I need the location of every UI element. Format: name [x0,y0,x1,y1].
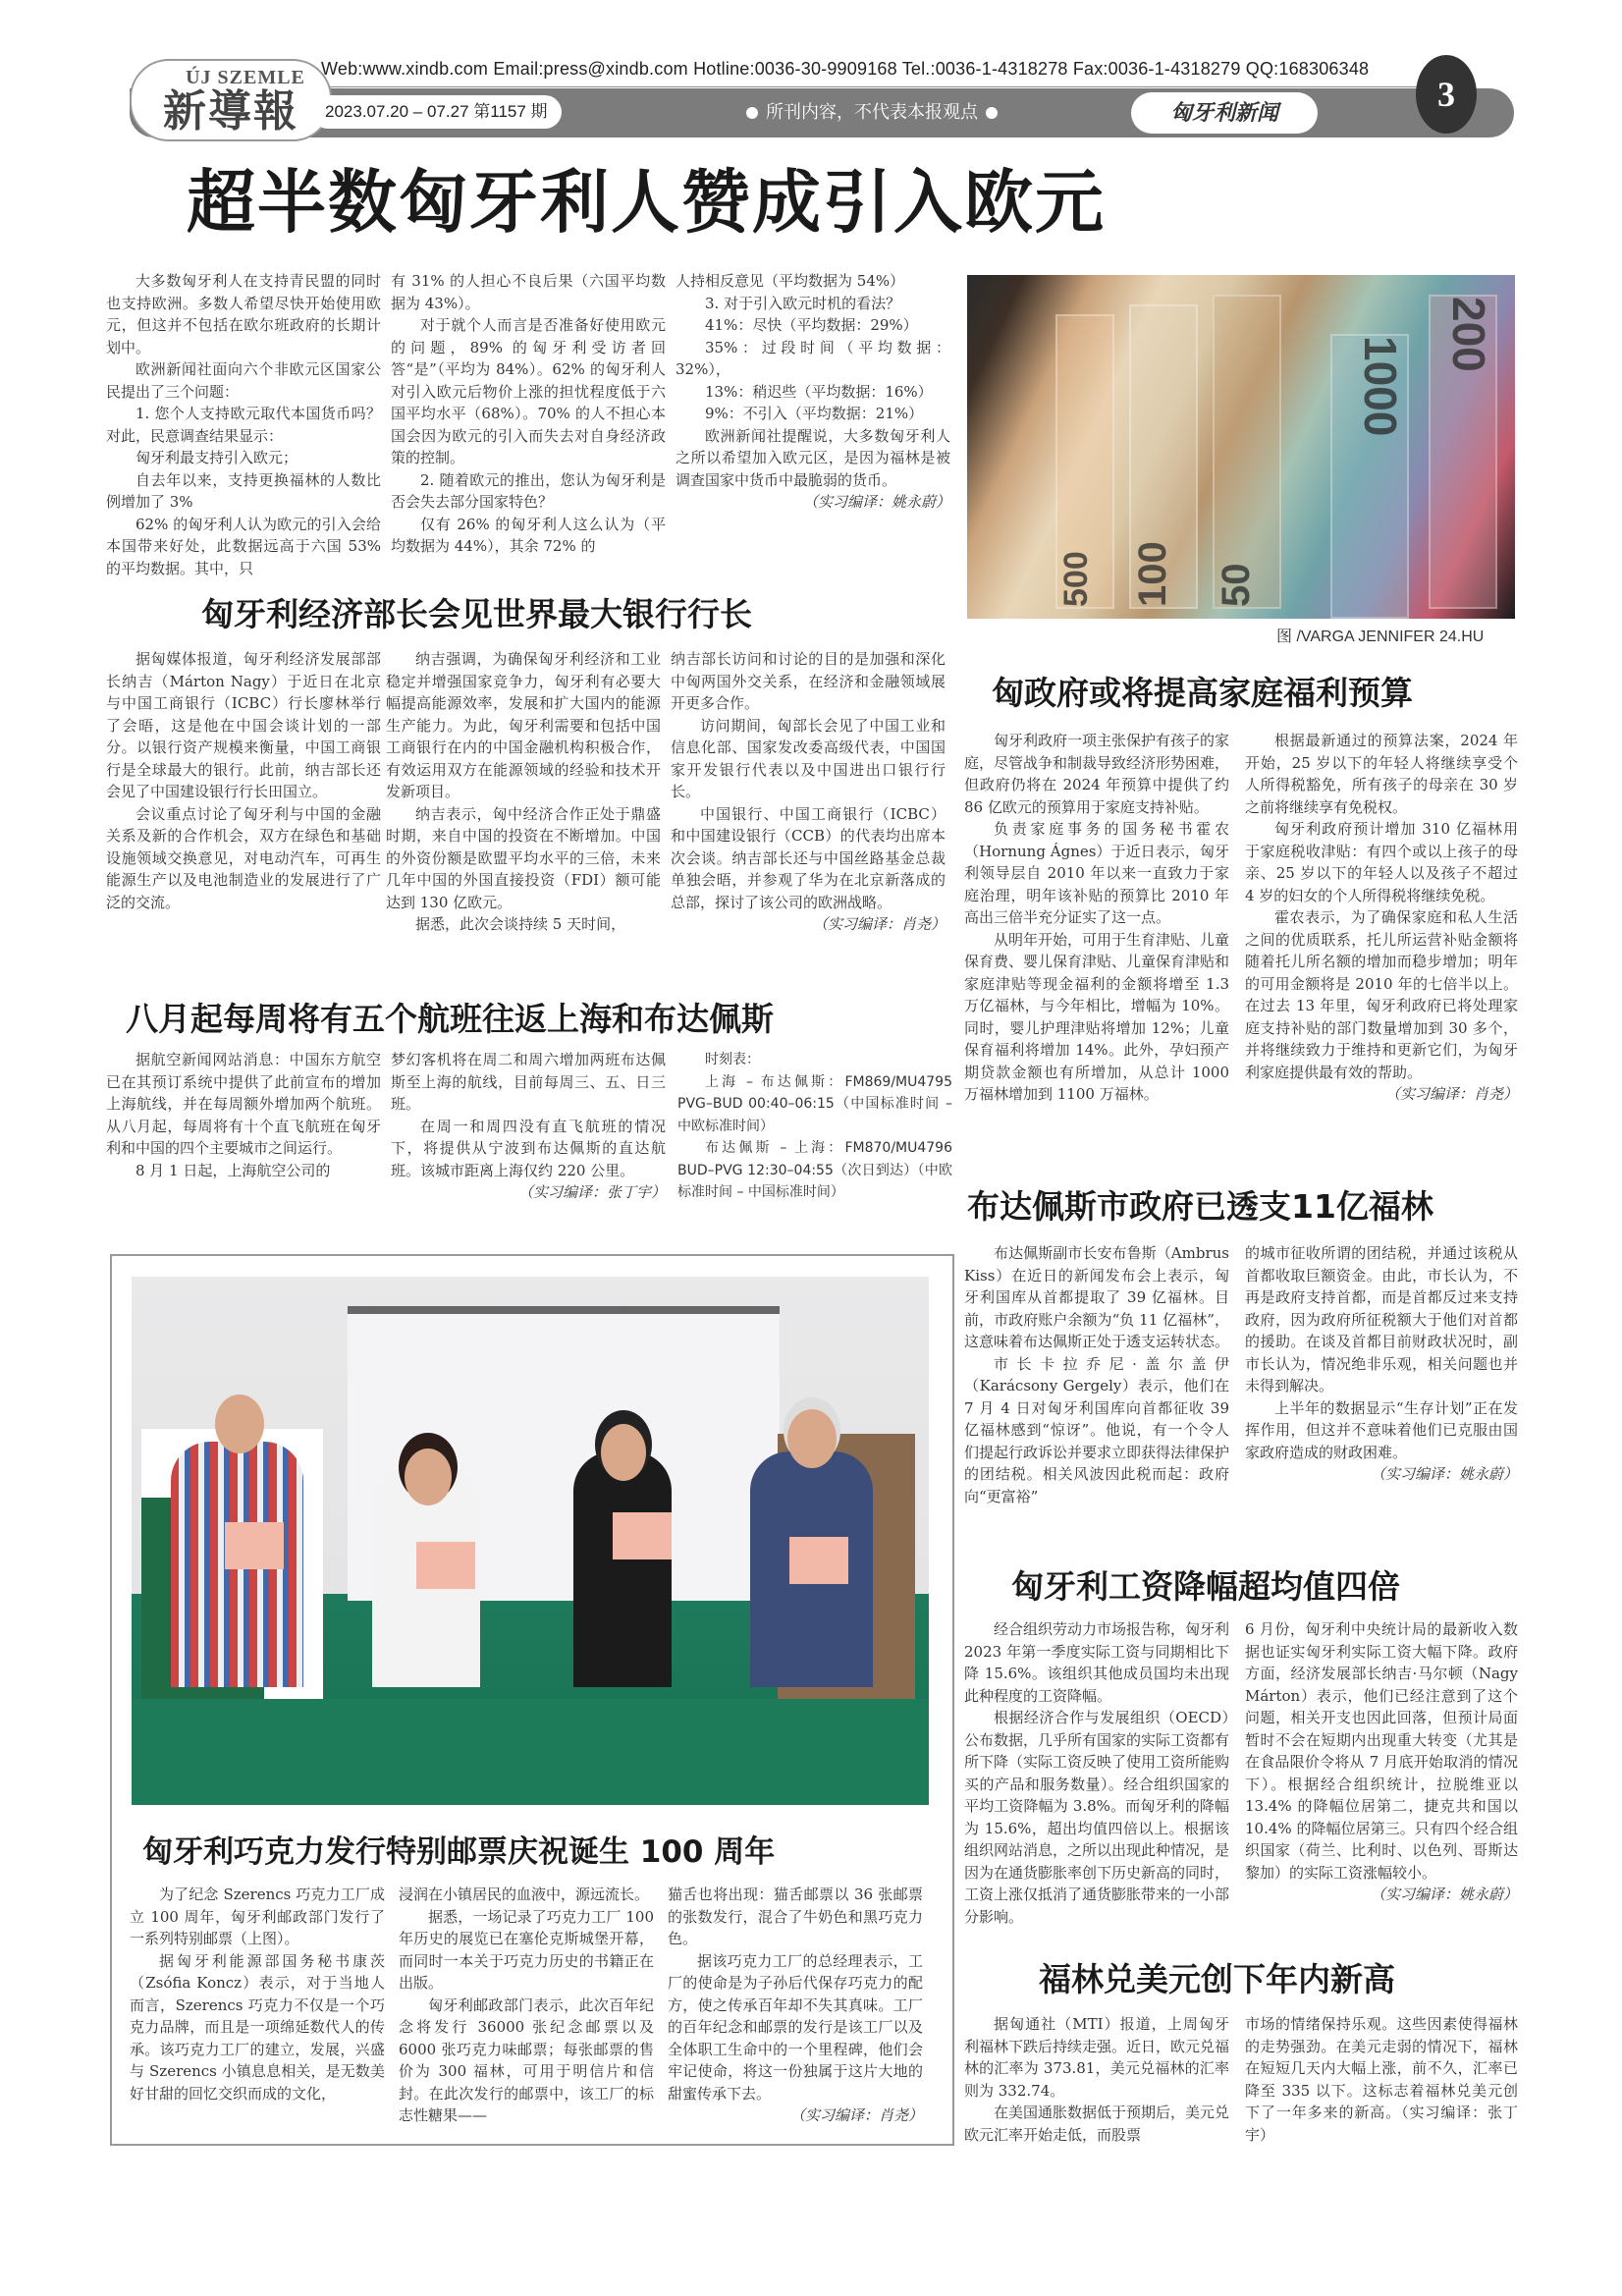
paragraph: 匈牙利最支持引入欧元； [135,449,298,466]
budapest-headline: 布达佩斯市政府已透支11亿福林 [967,1187,1433,1226]
paragraph: 中国银行、中国工商银行（ICBC）和中国建设银行（CCB）的代表均出席本次会谈。纳吉部长还与中国丝路基金总裁单独会晤，并参观了华为在北京新落成的总部，探讨了该公司的欧洲战略。 [671,804,946,911]
paragraph: 从明年开始，可用于生育津贴、儿童保育费、婴儿保育津贴、儿童保育津贴和家庭津贴等现金福利的金额将增至 1.3 万亿福林，与今年相比，增幅为 10%。同时，婴儿护理津贴将增加 12%；儿童保育福利将增加 14%。此外，孕妇预产期贷款金额也有所增加，从总计 1000 万福林增加到 1100 万福林。 [964,930,1230,1103]
paragraph: 纳吉表示，匈中经济合作正处于鼎盛时期，来自中国的投资在不断增加。中国的外资份额是欧盟平均水平的三倍，未来几年中国的外国直接投资（FDI）额可能达到 130 亿欧元。 [386,804,661,911]
paragraph: 为了纪念 Szerencs 巧克力工厂成立 100 周年，匈牙利邮政部门发行了一系列特别邮票（上图）。 [130,1886,385,1947]
family-article-col-1 [964,730,1229,1106]
paragraph: 41%：尽快（平均数据：29%） [705,316,918,334]
banknote: 500 [1055,314,1114,609]
paragraph: 梦幻客机将在周二和周六增加两班布达佩斯至上海的航线，目前每周三、五、日三班。 [391,1051,666,1113]
forint-headline: 福林兑美元创下年内新高 [1039,1960,1395,1998]
chocolate-article-col-3 [668,1884,923,2127]
disclaimer [738,98,1005,124]
photo-credit: 图 /VARGA JENNIFER 24.HU [1276,629,1485,645]
paragraph: 上半年的数据显示“生存计划”正在发挥作用，但这并不意味着他们已克服由国家政府造成的财政困难。 [1245,1398,1518,1461]
person-1-head [215,1394,264,1453]
paragraph: 6 月份，匈牙利中央统计局的最新收入数据也证实匈牙利实际工资大幅下降。政府方面，经济发展部长纳吉·马尔顿（Nagy Márton）表示，他们已经注意到了这个问题，相关开支也因此回落，但预计局面暂时不会在短期内出现重大转变（尤其是在食品限价令将从 7 月底开始取消的情况下）。根据经合组织统计，拉脱维亚以 13.4% 的降幅位居第二，捷克共和国以 10.4% 的降幅位居第三。只有四个经合组织国家（荷兰、比利时、以色列、哥斯达黎加）的实际工资涨幅较小。 [1245,1620,1518,1882]
paragraph: 2. 随着欧元的推出，您认为匈牙利是否会失去部分国家特色？ [391,470,666,511]
paragraph: 访问期间，匈部长会见了中国工业和信息化部、国家发改委高级代表，中国国家开发银行代表以及中国进出口银行行长。 [671,716,946,800]
paragraph: 市场的情绪保持乐观。这些因素使得福林的走势强劲。在美元走弱的情况下，福林在短短几天内大幅上涨，前不久，汇率已降至 335 以下。这标志着福林兑美元创下了一年多来的新高。（实习编译：张丁宇） [1245,2015,1518,2144]
contact-info: Web:www.xindb.com Email:press@xindb.com Hotline:0036-30-9909168 Tel.:0036-1-4318278 Fax:0036-1-4318279 QQ:168306348 [321,59,1370,79]
icbc-article-col-1 [106,648,381,913]
green-table [132,1699,929,1805]
paragraph: 纳吉部长访问和讨论的目的是加强和深化中匈两国外交关系，在经济和金融领域展开更多合作。 [671,650,946,712]
flights-headline: 八月起每周将有五个航班往返上海和布达佩斯 [126,1000,774,1038]
banknote: 50 [1213,295,1281,609]
schedule-entry: 布达佩斯 – 上海：FM870/MU4796 BUD–PVG 12:30–04:55（次日到达）（中欧标准时间 – 中国标准时间） [677,1140,952,1200]
paragraph: 根据经济合作与发展组织（OECD）公布数据，几乎所有国家的实际工资都有所下降（实际工资反映了使用工资所能购买的产品和服务数量）。经合组织国家的平均工资降幅为 3.8%。而匈牙利的降幅为 15.6%，超出均值四倍以上。根据该组织网站消息，之所以出现此种情况，是因为在通货膨胀率创下历史新高的同时，工资上涨仅抵消了通货膨胀带来的一小部分影响。 [964,1709,1230,1926]
paragraph: 据悉，一场记录了巧克力工厂 100 年历史的展览已在塞伦克斯城堡开幕，而同时一本关于巧克力历史的书籍正在出版。 [399,1907,654,1992]
stamp-folder [613,1512,672,1559]
family-article-col-2 [1245,730,1518,1106]
paragraph: 欧洲新闻社面向六个非欧元区国家公民提出了三个问题： [106,360,381,401]
person-3-head [601,1424,646,1481]
wages-article-col-2 [1245,1618,1518,1906]
paragraph: 匈牙利政府一项主张保护有孩子的家庭，尽管战争和制裁导致经济形势困难，但政府仍将在 2024 年预算中提供了约 86 亿欧元的预算用于家庭支持补贴。 [964,732,1230,816]
banknotes-photo [967,275,1515,619]
paragraph: 浸润在小镇居民的血液中，源远流长。 [399,1886,650,1903]
stamp-folder [789,1537,848,1584]
paragraph: 据匈牙利能源部国务秘书康茨（Zsófia Koncz）表示，对于当地人而言，Szerencs 巧克力不仅是一个巧克力品牌，而且是一项绵延数代人的传承。该巧克力工厂的建立，发展，兴盛与 Szerencs 小镇息息相关，是无数美好甘甜的回忆交织而成的文化， [130,1951,385,2103]
paragraph: 在周一和周四没有直飞航班的情况下，将提供从宁波到布达佩斯的直达航班。该城市距离上海仅约 220 公里。 [391,1117,666,1179]
schedule-title: 时刻表： [705,1052,760,1067]
logo-latin-name: ÚJ SZEMLE [186,66,305,88]
family-headline: 匈政府或将提高家庭福利预算 [992,674,1413,712]
section-label: 匈牙利新闻 [1131,92,1318,134]
newspaper-logo [130,59,332,141]
bullet-dot-icon [746,107,758,119]
chocolate-headline: 匈牙利巧克力发行特别邮票庆祝诞生 100 周年 [142,1834,776,1870]
paragraph: 会议重点讨论了匈牙利与中国的金融关系及新的合作机会，双方在绿色和基础设施领域交换意见，对电动汽车，可再生能源生产以及电池制造业的发展进行了广泛的交流。 [106,804,381,911]
paragraph: 猫舌也将出现：猫舌邮票以 36 张邮票的张数发行，混合了牛奶色和黑巧克力色。 [668,1886,923,1947]
paragraph: 8 月 1 日起，上海航空公司的 [135,1161,331,1179]
budapest-article-col-1 [964,1242,1229,1507]
paragraph: 1. 您个人支持欧元取代本国货币吗？对此，民意调查结果显示： [106,405,381,445]
paragraph: 的城市征收所谓的团结税，并通过该税从首都收取巨额资金。由此，市长认为，不再是政府支持首都，而是首都反过来支持政府，因为政府所征税额大于他们对首都的援助。在谈及首都目前财政状况时，副市长认为，情况绝非乐观，相关问题也并未得到解决。 [1245,1244,1518,1394]
paragraph: 自去年以来，支持更换福林的人数比例增加了 3% [106,470,381,511]
euro-article-col-3 [676,270,950,514]
forint-article-col-1 [964,2013,1229,2146]
euro-article-col-2 [391,270,666,558]
paragraph: 纳吉强调，为确保匈牙利经济和工业稳定并增强国家竞争力，匈牙利有必要大幅提高能源效率，发展和扩大国内的能源生产能力。为此，匈牙利需要和包括中国工商银行在内的中国金融机构积极合作，有效运用双方在能源领域的经验和技术开发新项目。 [386,650,661,800]
paragraph: 霍农表示，为了确保家庭和私人生活之间的优质联系，托儿所运营补贴金额将随着托儿所名额的增加而稳步增加；明年的可用金额将是 2010 年的七倍半以上。在过去 13 年里，匈牙利政府已将处理家庭支持补贴的部门数量增加到 30 多个，并将继续致力于维持和更新它们，为匈牙利家庭提供最有效的帮助。 [1245,908,1518,1081]
flights-article-col-1 [106,1049,381,1181]
paragraph: 布达佩斯副市长安布鲁斯（Ambrus Kiss）在近日的新闻发布会上表示，匈牙利国库从首都提取了 39 亿福林。目前，市政府账户余额为“负 11 亿福林”，这意味着布达佩斯正处于透支运转状态。 [964,1244,1230,1350]
paragraph: 匈牙利政府预计增加 310 亿福林用于家庭税收津贴：有四个或以上孩子的母亲、25 岁以下的年轻人以及孩子不超过 4 岁的妇女的个人所得税将继续免税。 [1245,820,1518,904]
issue-date: 2023.07.20 – 07.27 第1157 期 [311,95,562,129]
translator-credit: （实习编译：肖尧） [1384,1085,1518,1103]
person-4-head [787,1409,837,1468]
translator-credit: （实习编译：肖尧） [812,915,946,933]
chocolate-article-col-1 [130,1884,385,2105]
stamp-launch-photo [132,1277,929,1805]
schedule-entry: 上海 – 布达佩斯：FM869/MU4795 PVG–BUD 00:40–06:15（中国标准时间 – 中欧标准时间） [677,1073,952,1134]
person-3 [573,1451,672,1687]
paragraph: 3. 对于引入欧元时机的看法？ [705,294,901,312]
paragraph: 有 31% 的人担心不良后果（六国平均数据为 43%）。 [391,272,666,312]
paragraph: 对于就个人而言是否准备好使用欧元的问题，89% 的匈牙利受访者回答“是”（平均为 84%）。62% 的匈牙利人对引入欧元后物价上涨的担忧程度低于六国平均水平（68%）。70% 的人不担心本国会因为欧元的引入而失去对自身经济政策的控制。 [391,316,666,466]
masthead-divider [208,86,1445,87]
paragraph: 据该巧克力工厂的总经理表示，工厂的使命是为子孙后代保存巧克力的配方，使之传承百年却不失其真味。工厂的百年纪念和邮票的发行是该工厂以及全体职工生命中的一个里程碑，他们会牢记使命，将这一份独属于这片大地的甜蜜传承下去。 [668,1951,923,2103]
wages-article-col-1 [964,1618,1229,1928]
paragraph: 根据最新通过的预算法案，2024 年开始，25 岁以下的年轻人将继续享受个人所得税豁免，所有孩子的母亲在 30 岁之前将继续享有免税权。 [1245,732,1518,816]
paragraph: 人持相反意见（平均数据为 54%） [676,272,905,290]
banknote: 1000 [1330,334,1409,619]
masthead [110,55,1514,143]
chocolate-article-col-2 [399,1884,654,2127]
forint-article-col-2 [1245,2013,1518,2146]
paragraph: 9%：不引入（平均数据：21%） [705,405,924,422]
person-2-head [405,1449,452,1505]
page-number: 3 [1416,55,1477,134]
paragraph: 据匈媒体报道，匈牙利经济发展部部长纳吉（Márton Nagy）于近日在北京与中国工商银行（ICBC）行长廖林举行了会晤，这是他在中国会谈计划的一部分。以银行资产规模来衡量，中国工商银行是全球最大的银行。此前，纳吉部长还会见了中国建设银行行长田国立。 [106,650,381,800]
translator-credit: （实习编译：姚永蔚） [1370,1465,1518,1483]
logo-chinese-name: 新導報 [163,85,298,137]
paragraph: 经合组织劳动力市场报告称，匈牙利 2023 年第一季度实际工资与同期相比下降 15.6%。该组织其他成员国均未出现此种程度的工资降幅。 [964,1620,1230,1705]
translator-credit: （实习编译：姚永蔚） [1370,1886,1518,1903]
disclaimer-text: 所刊内容，不代表本报观点 [766,102,978,123]
paragraph: 大多数匈牙利人在支持青民盟的同时也支持欧洲。多数人希望尽快开始使用欧元，但这并不包括在欧尔班政府的长期计划中。 [106,272,381,356]
translator-credit: （实习编译：肖尧） [789,2106,923,2124]
paragraph: 35%：过段时间（平均数据：32%）， [676,338,950,378]
flights-article-col-2 [391,1049,666,1204]
paragraph: 仅有 26% 的匈牙利人这么认为（平均数据为 44%），其余 72% 的 [391,515,666,555]
wages-headline: 匈牙利工资降幅超均值四倍 [1011,1567,1400,1606]
stamp-folder [416,1542,475,1589]
paragraph: 在美国通胀数据低于预期后，美元兑欧元汇率开始走低，而股票 [964,2104,1230,2144]
paragraph: 市长卡拉乔尼·盖尔盖伊（Karácsony Gergely）表示，他们在 7 月 4 日对匈牙利国库向首都征收 39 亿福林感到“惊讶”。他说，有一个令人们提起行政诉讼并要求立即获得法律保护的团结税。相关风波因此税而起：政府向“更富裕” [964,1354,1230,1505]
bullet-dot-icon [986,107,998,119]
icbc-article-col-2 [386,648,661,936]
paragraph: 负责家庭事务的国务秘书霍农（Hornung Ágnes）于近日表示，匈牙利领导层自 2010 年以来一直致力于家庭治理，明年该补贴的预算比 2010 年高出三倍半充分证实了这一点。 [964,820,1229,926]
paragraph: 13%：稍迟些（平均数据：16%） [705,382,933,401]
stamp-folder [225,1522,284,1569]
paragraph: 62% 的匈牙利人认为欧元的引入会给本国带来好处，此数据远高于六国 53% 的平均数据。其中，只 [106,515,381,577]
banknote: 100 [1129,304,1198,609]
paragraph: 据匈通社（MTI）报道，上周匈牙利福林下跌后持续走强。近日，欧元兑福林的汇率为 373.81，美元兑福林的汇率则为 332.74。 [964,2015,1230,2100]
banknote: 200 [1429,295,1497,609]
icbc-article-col-3 [671,648,946,936]
euro-article-col-1 [106,270,381,579]
translator-credit: （实习编译：姚永蔚） [802,493,950,511]
paragraph: 匈牙利邮政部门表示，此次百年纪念将发行 36000 张纪念邮票以及 6000 张巧克力味邮票；每张邮票的售价为 300 福林，可用于明信片和信封。在此次发行的邮票中，该工厂的标志性糖果—— [399,1995,654,2124]
flight-schedule [677,1049,952,1204]
paragraph: 据航空新闻网站消息：中国东方航空已在其预订系统中提供了此前宣布的增加上海航线，并在每周额外增加两个航班。从八月起，每周将有十个直飞航班在匈牙利和中国的四个主要城市之间运行。 [106,1051,381,1157]
translator-credit: （实习编译：张丁宇） [517,1183,666,1201]
budapest-article-col-2 [1245,1242,1518,1486]
paragraph: 欧洲新闻社提醒说，大多数匈牙利人之所以希望加入欧元区，是因为福林是被调查国家中货币中最脆弱的货币。 [676,426,950,489]
main-headline: 超半数匈牙利人赞成引入欧元 [187,162,1106,243]
icbc-headline: 匈牙利经济部长会见世界最大银行行长 [201,595,752,633]
paragraph: 据悉，此次会谈持续 5 天时间， [415,915,626,933]
